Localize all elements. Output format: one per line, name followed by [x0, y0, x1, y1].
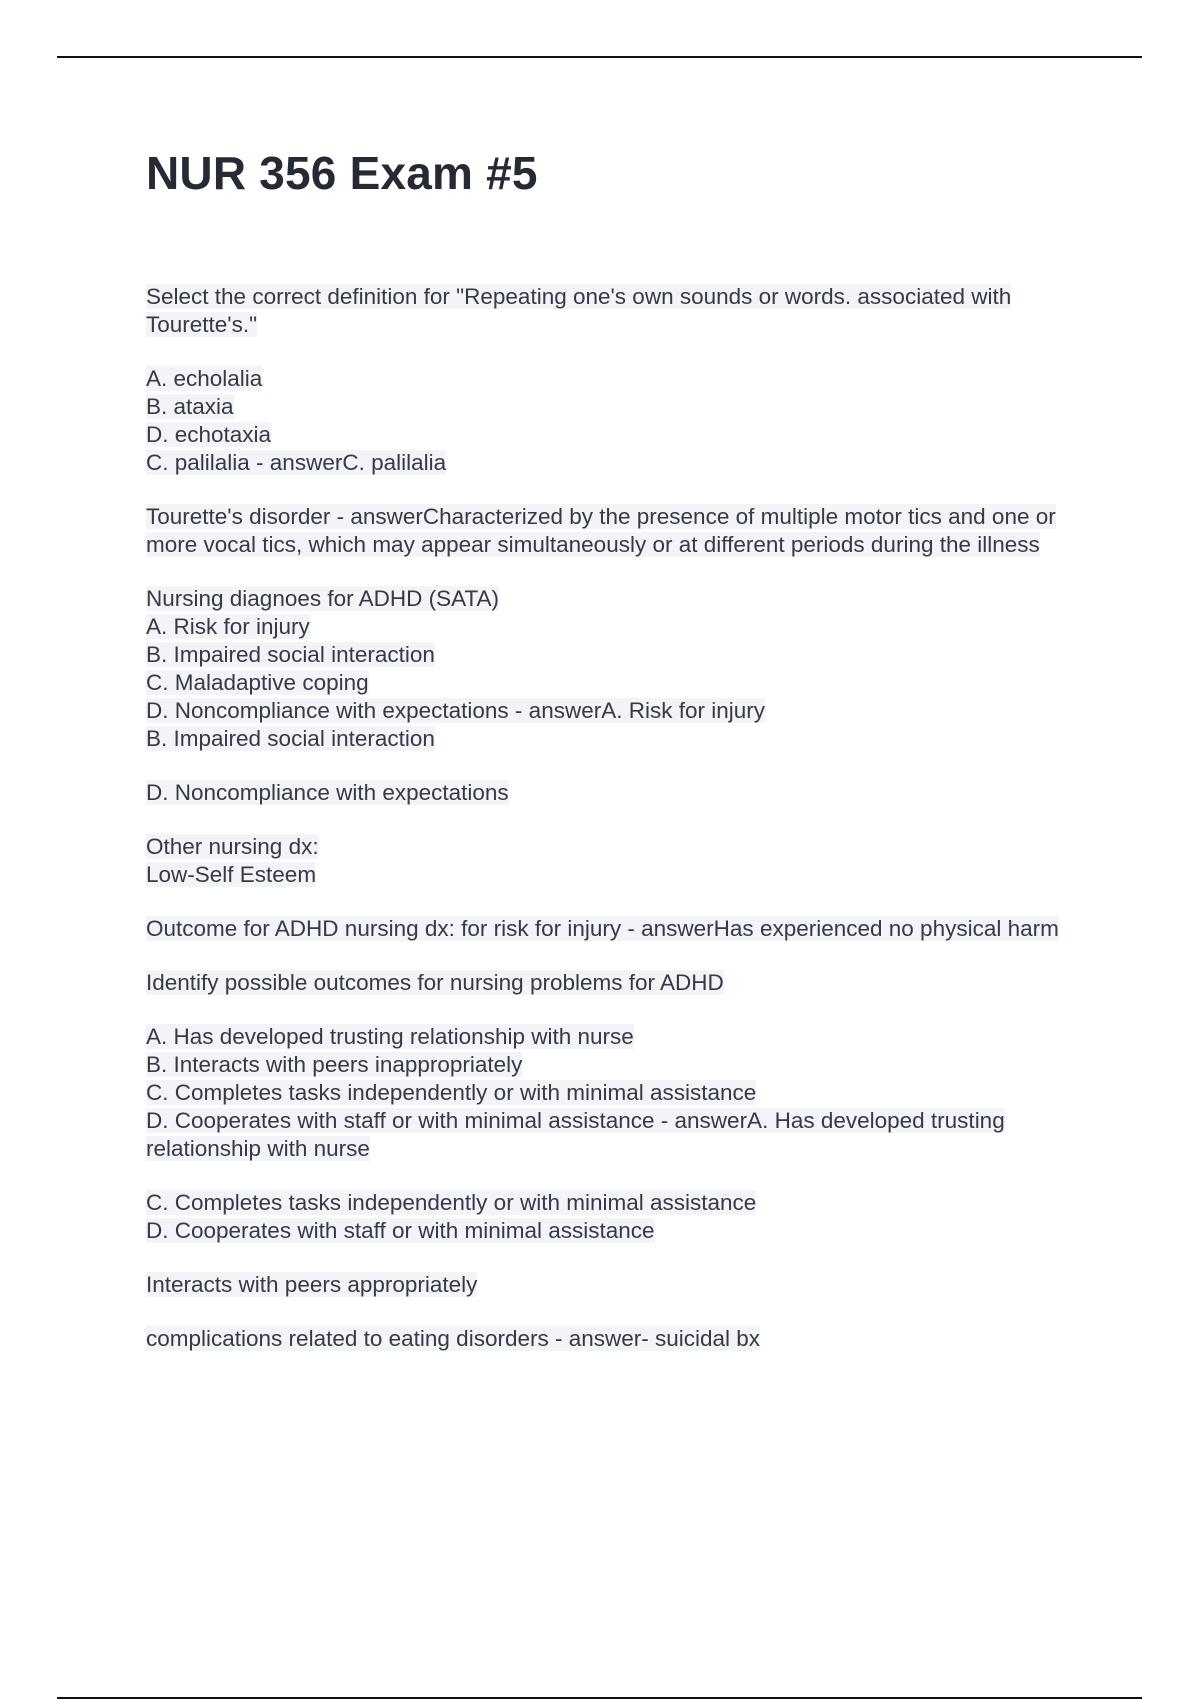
option-line: D. Noncompliance with expectations - answerA. Risk for injury	[146, 698, 765, 723]
answer-line: C. Completes tasks independently or with minimal assistance	[146, 1190, 757, 1215]
outcome-text: Outcome for ADHD nursing dx: for risk for injury - answerHas experienced no physical harm	[146, 916, 1059, 941]
document-body	[146, 283, 1086, 1379]
option-line: C. palilalia - answerC. palilalia	[146, 450, 447, 475]
option-line: B. Impaired social interaction	[146, 726, 435, 751]
option-line: A. Risk for injury	[146, 614, 310, 639]
answer-line: Interacts with peers appropriately	[146, 1272, 478, 1297]
question-text: Select the correct definition for "Repeating one's own sounds or words. associated with Tourette's."	[146, 284, 1012, 337]
question-block	[146, 585, 1086, 753]
option-line: B. ataxia	[146, 394, 234, 419]
option-line: B. Interacts with peers inappropriately	[146, 1052, 523, 1077]
definition-block	[146, 503, 1086, 559]
bottom-rule	[57, 1697, 1142, 1699]
option-line: D. Cooperates with staff or with minimal assistance - answerA. Has developed trusting relationship with nurse	[146, 1108, 1005, 1161]
option-line: C. Maladaptive coping	[146, 670, 369, 695]
option-line: B. Impaired social interaction	[146, 642, 435, 667]
complication-block	[146, 1325, 1086, 1353]
option-line: C. Completes tasks independently or with minimal assistance	[146, 1080, 757, 1105]
note-line: Other nursing dx:	[146, 834, 319, 859]
question-line: Identify possible outcomes for nursing problems for ADHD	[146, 970, 724, 995]
answer-block	[146, 1189, 1086, 1245]
question-line: Nursing diagnoes for ADHD (SATA)	[146, 586, 500, 611]
definition-text: Tourette's disorder - answerCharacterized by the presence of multiple motor tics and one or more vocal tics, which may appear simultaneously or at different periods during the illness	[146, 504, 1056, 557]
answer-block	[146, 1271, 1086, 1299]
question-block	[146, 969, 1086, 997]
answer-line: D. Noncompliance with expectations	[146, 780, 509, 805]
note-block	[146, 833, 1086, 889]
answer-block	[146, 779, 1086, 807]
page-title: NUR 356 Exam #5	[146, 147, 538, 199]
note-line: Low-Self Esteem	[146, 862, 317, 887]
answer-options-block	[146, 365, 1086, 477]
complication-line: complications related to eating disorders - answer- suicidal bx	[146, 1326, 761, 1351]
option-line: A. echolalia	[146, 366, 263, 391]
option-line: D. echotaxia	[146, 422, 272, 447]
question-block	[146, 283, 1086, 339]
top-rule	[57, 56, 1142, 58]
answer-line: D. Cooperates with staff or with minimal assistance	[146, 1218, 655, 1243]
option-line: A. Has developed trusting relationship with nurse	[146, 1024, 634, 1049]
outcome-block	[146, 915, 1086, 943]
answer-options-block	[146, 1023, 1086, 1163]
